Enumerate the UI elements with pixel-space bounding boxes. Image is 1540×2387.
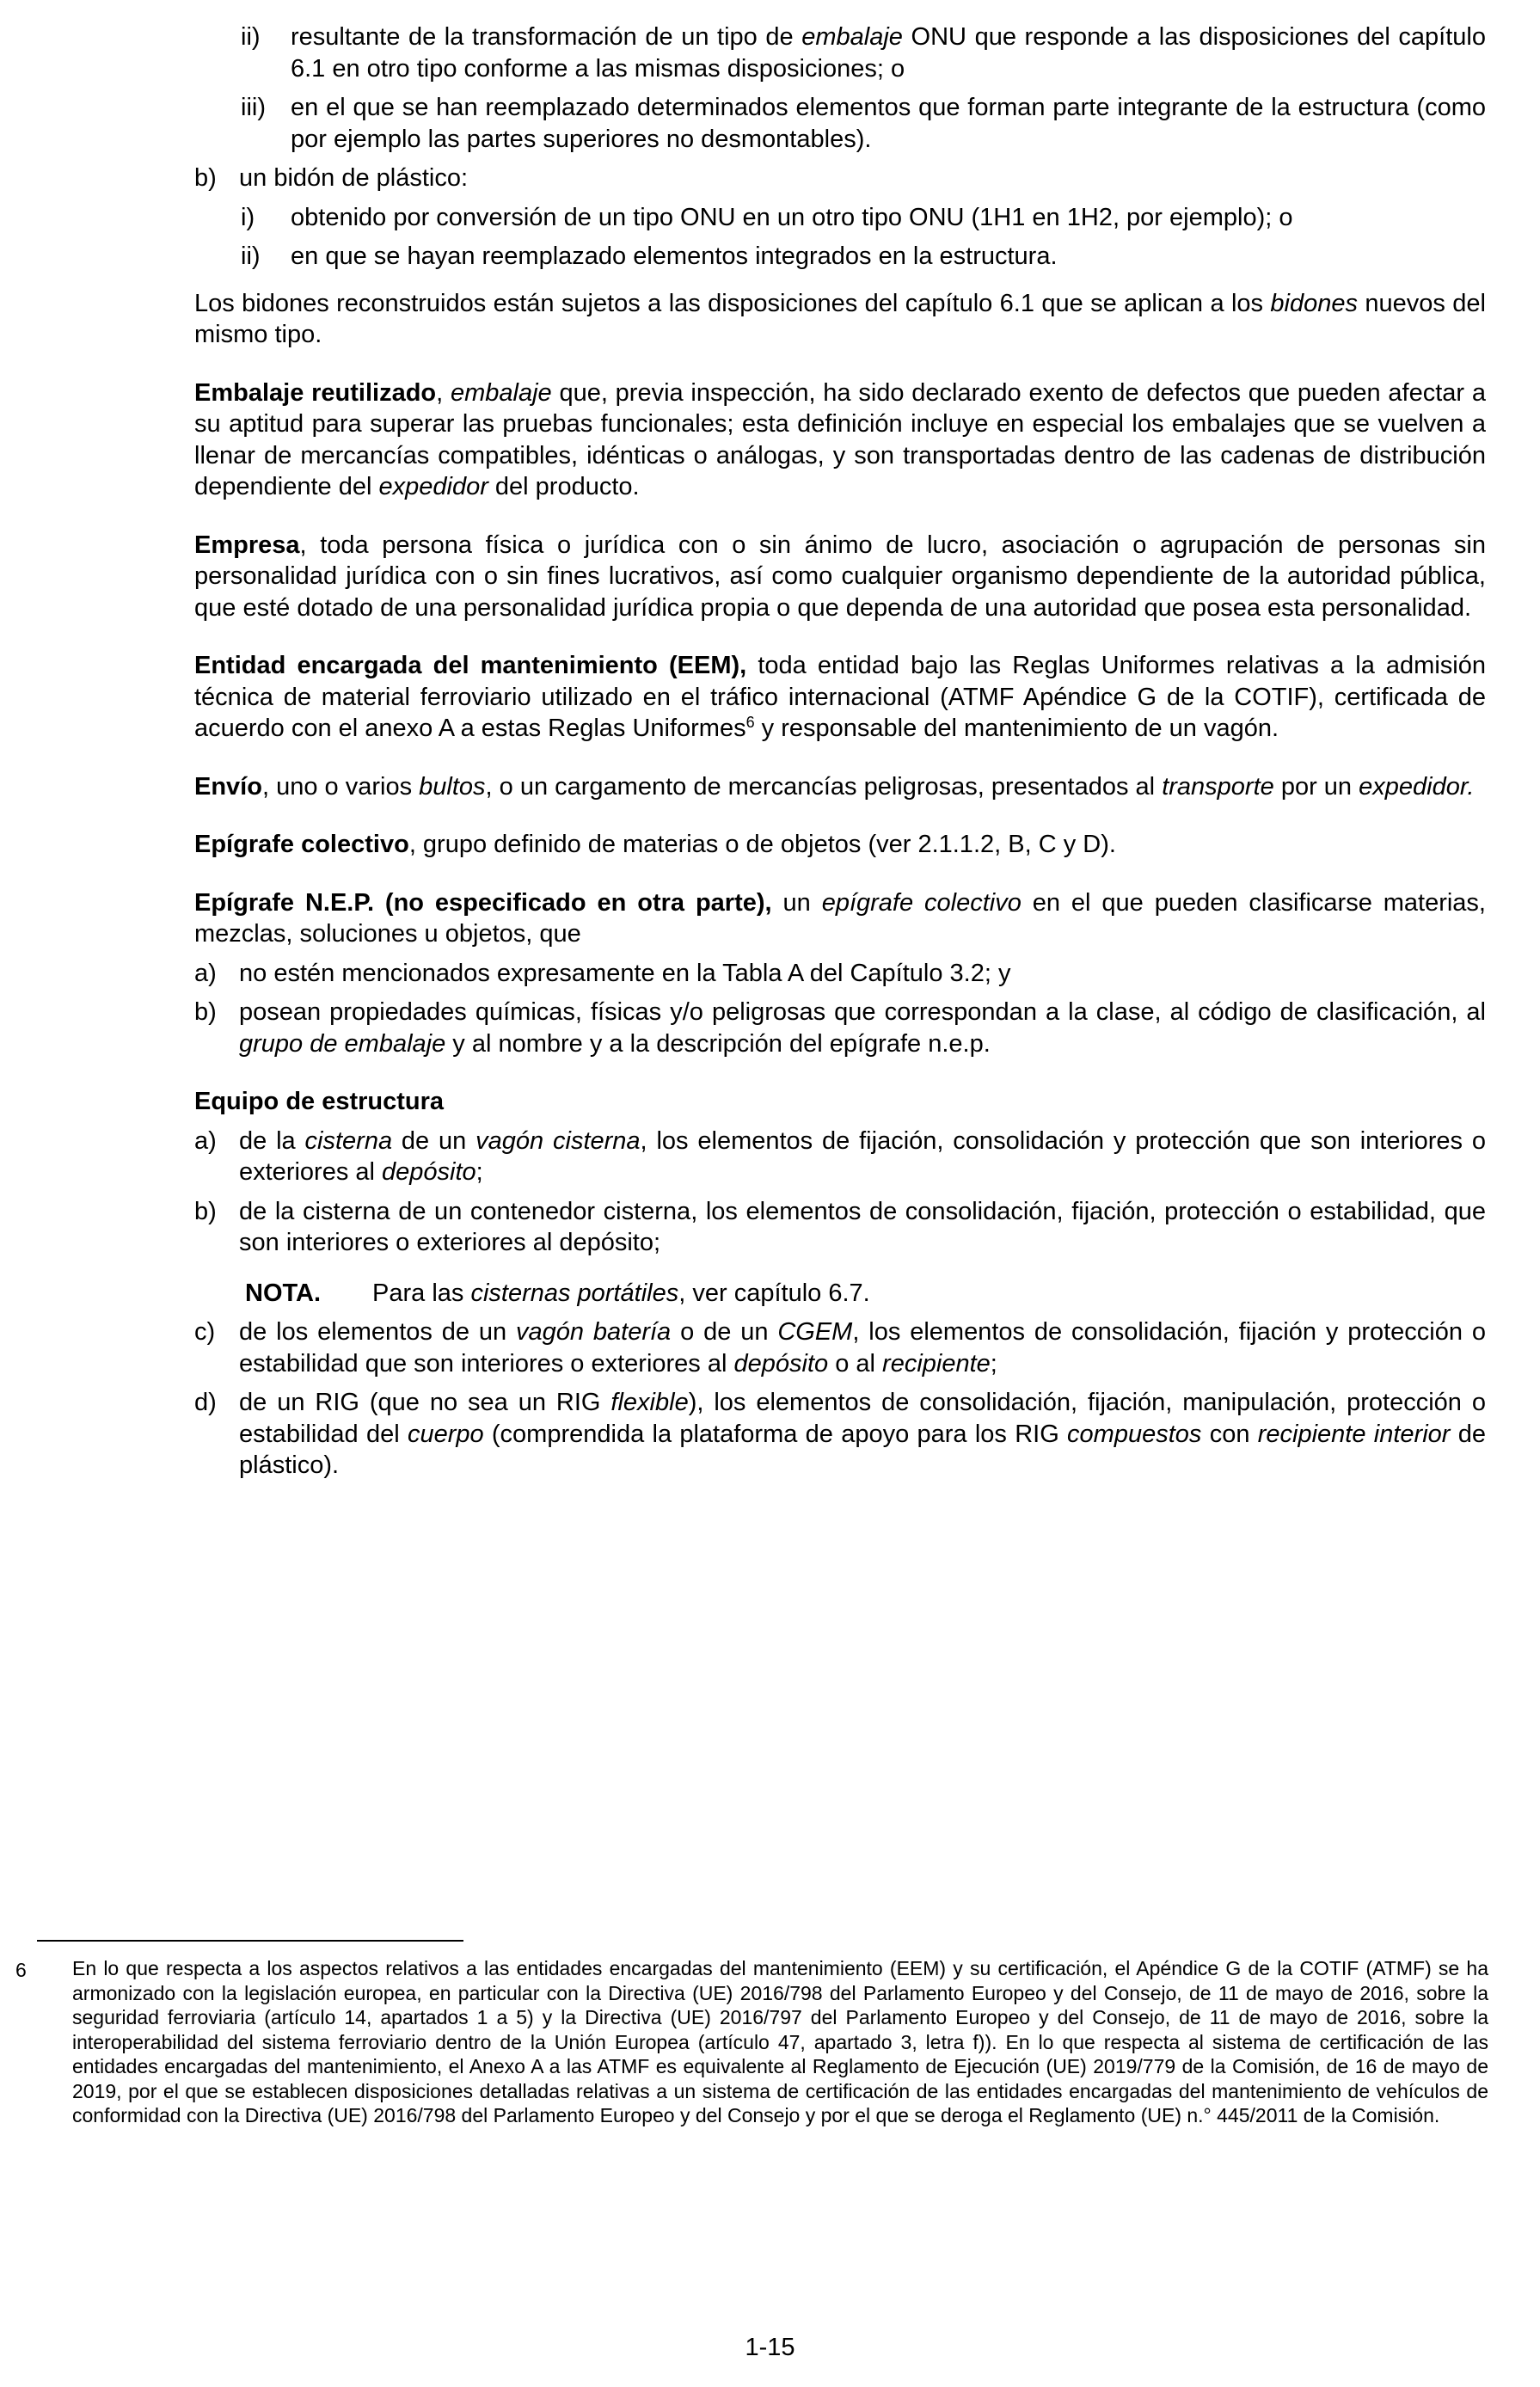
list-label: iii) [241, 94, 266, 121]
list-item-ii [194, 21, 1486, 84]
definition-text: Epígrafe colectivo, grupo definido de materias o de objetos (ver 2.1.1.2, B, C y D). [194, 831, 1116, 858]
definition-heading: Equipo de estructura [194, 1088, 445, 1115]
list-label: a) [194, 959, 217, 987]
definition-term: Embalaje reutilizado [194, 378, 437, 407]
page-body [194, 14, 1486, 1482]
list-item-b [194, 1196, 1486, 1259]
list-text: de un RIG (que no sea un RIG flexible), los elementos de consolidación, fijación, manipulación, protección o estabilidad del cuerpo (comprendida la plataforma de apoyo para los RIG compuestos con recipiente interior de plástico). [239, 1389, 1486, 1479]
list-item-b-i [194, 202, 1486, 234]
note-label: NOTA. [245, 1279, 322, 1307]
definition-term: Entidad encargada del mantenimiento (EEM), [194, 652, 747, 679]
list-label: c) [194, 1318, 216, 1346]
definition-equipo-de-estructura [194, 1086, 1486, 1482]
list-text: de la cisterna de un contenedor cisterna, los elementos de consolidación, fijación, protección o estabilidad, que son interiores o exteriores al depósito; [239, 1197, 1486, 1256]
list-text: resultante de la transformación de un tipo de embalaje ONU que responde a las disposiciones del capítulo 6.1 en otro tipo conforme a las mismas disposiciones; o [291, 23, 1486, 83]
list-text: de los elementos de un vagón batería o de un CGEM, los elementos de consolidación, fijación y protección o estabilidad que son interiores o exteriores al depósito o al recipiente; [239, 1318, 1487, 1378]
list-item-d [194, 1387, 1486, 1482]
definition-empresa [194, 530, 1486, 624]
reconstructed-packaging-continuation [194, 21, 1486, 351]
reconstructed-drums-paragraph: Los bidones reconstruidos están sujetos a las disposiciones del capítulo 6.1 que se aplican a los bidones nuevos del mismo tipo. [194, 289, 1486, 348]
definition-text: Embalaje reutilizado, embalaje que, previa inspección, ha sido declarado exento de defectos que pueden afectar a su aptitud para superar las pruebas funcionales; esta definición incluye en especial los embalajes que se vuelven a llenar de mercancías compatibles, idénticas o análogas, y son transportadas dentro de las cadenas de distribución dependiente del expedidor del producto. [194, 378, 1486, 500]
list-text: un bidón de plástico: [239, 164, 469, 192]
footnote [15, 1956, 1488, 2128]
definition-eem [194, 650, 1486, 745]
list-item-iii [194, 92, 1486, 155]
definition-term: Empresa [194, 531, 300, 559]
list-item-b [194, 163, 1486, 194]
page-number: 1-15 [745, 2334, 795, 2361]
definition-text: Entidad encargada del mantenimiento (EEM), toda entidad bajo las Reglas Uniformes relativas a la admisión técnica de material ferroviario utilizado en el tráfico internacional (ATMF Apéndice G de la COTIF), certificada de acuerdo con el anexo A a estas Reglas Uniformes$^6$ y responsable del mantenimiento de un vagón. [194, 652, 1486, 742]
list-text: no estén mencionados expresamente en la Tabla A del Capítulo 3.2; y [239, 959, 1011, 987]
list-label: b) [194, 1197, 217, 1225]
list-text: en el que se han reemplazado determinados elementos que forman parte integrante de la estructura (como por ejemplo las partes superiores no desmontables). [291, 94, 1486, 153]
definition-text: Empresa, toda persona física o jurídica con o sin ánimo de lucro, asociación o agrupación de personas sin personalidad jurídica con o sin fines lucrativos, así como cualquier organismo dependiente de la autoridad pública, que esté dotado de una personalidad jurídica propia o que dependa de una autoridad que posea esta personalidad. [194, 531, 1486, 622]
definition-text: Epígrafe N.E.P. (no especificado en otra parte), un epígrafe colectivo en el que pueden clasificarse materias, mezclas, soluciones u objetos, que [194, 888, 1486, 948]
list-item-c [194, 1316, 1486, 1379]
list-label: ii) [241, 23, 261, 51]
footnote-text: En lo que respecta a los aspectos relativos a las entidades encargadas del mantenimiento (EEM) y su certificación, el Apéndice G de la COTIF (ATMF) se ha armonizado con la legislación europea, en particular con la Directiva (UE) 2016/798 del Parlamento Europeo y del Consejo, de 11 de mayo de 2016, sobre la seguridad ferroviaria (artículo 14, apartados 1 a 5) y la Directiva (UE) 2016/797 del Parlamento Europeo y del Consejo, de 11 de mayo de 2016, sobre la interoperabilidad del sistema ferroviario dentro de la Unión Europea (artículo 47, apartado 3, letra f)). En lo que respecta al sistema de certificación de las entidades encargadas del mantenimiento, el Anexo A a las ATMF es equivalente al Reglamento de Ejecución (UE) 2019/779 de la Comisión, de 16 de mayo de 2019, por el que se establecen disposiciones detalladas relativas a un sistema de certificación de las entidades encargadas del mantenimiento de vehículos de conformidad con la Directiva (UE) 2016/798 del Parlamento Europeo y del Consejo y por el que se deroga el Reglamento (UE) n.° 445/2011 de la Comisión. [72, 1957, 1488, 2126]
list-item-b-ii [194, 241, 1486, 273]
note-text: Para las cisternas portátiles, ver capítulo 6.7. [372, 1279, 870, 1307]
list-item-a [194, 958, 1486, 990]
list-item-b [194, 997, 1486, 1059]
list-text: de la cisterna de un vagón cisterna, los elementos de fijación, consolidación y protección que son interiores o exteriores al depósito; [239, 1126, 1486, 1186]
footnote-number: 6 [15, 1959, 27, 1981]
list-item-a [194, 1126, 1486, 1188]
list-label: i) [241, 203, 255, 231]
note [194, 1278, 1486, 1310]
list-label: d) [194, 1389, 217, 1416]
definition-term: Epígrafe colectivo [194, 831, 409, 858]
list-label: b) [194, 998, 217, 1026]
list-label: a) [194, 1126, 217, 1155]
footnote-separator [37, 1940, 463, 1942]
list-text: posean propiedades químicas, físicas y/o peligrosas que correspondan a la clase, al código de clasificación, al grupo de embalaje y al nombre y a la descripción del epígrafe n.e.p. [239, 998, 1486, 1058]
list-label: ii) [241, 242, 261, 270]
definition-envio [194, 771, 1486, 803]
definition-text: Envío, uno o varios bultos, o un cargamento de mercancías peligrosas, presentados al transporte por un expedidor. [194, 772, 1475, 801]
definition-epigrafe-nep [194, 887, 1486, 1060]
definition-term: Epígrafe N.E.P. (no especificado en otra parte), [194, 888, 772, 917]
list-text: en que se hayan reemplazado elementos integrados en la estructura. [291, 242, 1058, 270]
definition-epigrafe-colectivo [194, 829, 1486, 861]
list-label: b) [194, 164, 217, 192]
definition-term: Envío [194, 772, 262, 801]
list-text: obtenido por conversión de un tipo ONU en un otro tipo ONU (1H1 en 1H2, por ejemplo); o [291, 203, 1293, 231]
footnote-reference[interactable]: 6 [745, 714, 755, 731]
definition-embalaje-reutilizado [194, 377, 1486, 503]
